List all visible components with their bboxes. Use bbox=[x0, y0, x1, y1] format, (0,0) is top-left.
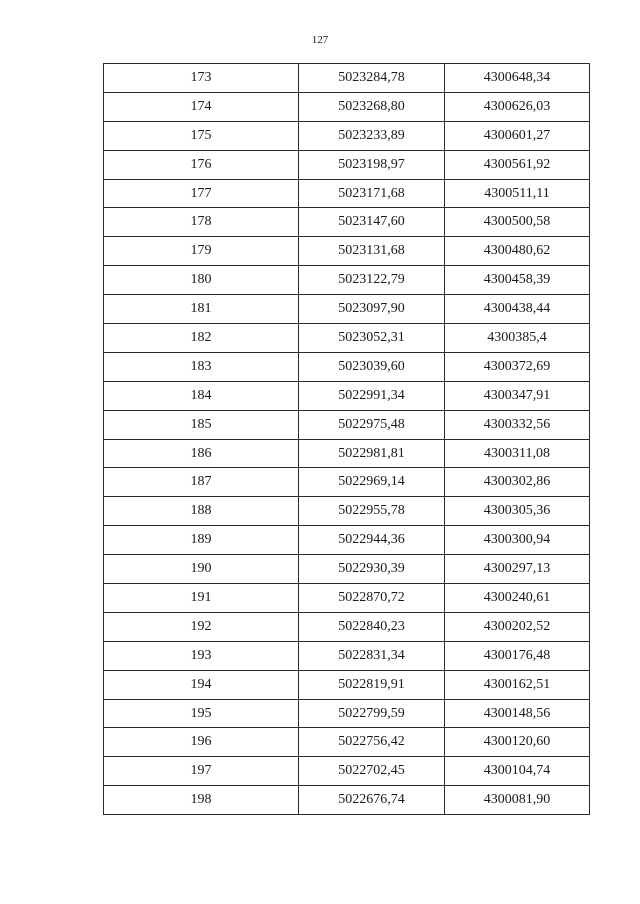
y-coordinate-cell: 4300438,44 bbox=[445, 295, 590, 324]
table-row bbox=[104, 150, 590, 179]
x-coordinate-cell: 5023097,90 bbox=[299, 295, 445, 324]
table-row bbox=[104, 468, 590, 497]
table-row bbox=[104, 497, 590, 526]
y-coordinate-cell: 4300458,39 bbox=[445, 266, 590, 295]
y-coordinate-cell: 4300561,92 bbox=[445, 150, 590, 179]
y-coordinate-cell: 4300081,90 bbox=[445, 786, 590, 815]
point-number-cell: 196 bbox=[104, 728, 299, 757]
point-number-cell: 195 bbox=[104, 699, 299, 728]
y-coordinate-cell: 4300626,03 bbox=[445, 92, 590, 121]
x-coordinate-cell: 5022870,72 bbox=[299, 584, 445, 613]
y-coordinate-cell: 4300176,48 bbox=[445, 641, 590, 670]
x-coordinate-cell: 5023198,97 bbox=[299, 150, 445, 179]
y-coordinate-cell: 4300480,62 bbox=[445, 237, 590, 266]
table-row bbox=[104, 121, 590, 150]
point-number-cell: 186 bbox=[104, 439, 299, 468]
table-row bbox=[104, 526, 590, 555]
x-coordinate-cell: 5022969,14 bbox=[299, 468, 445, 497]
x-coordinate-cell: 5023147,60 bbox=[299, 208, 445, 237]
point-number-cell: 178 bbox=[104, 208, 299, 237]
y-coordinate-cell: 4300385,4 bbox=[445, 324, 590, 353]
point-number-cell: 189 bbox=[104, 526, 299, 555]
y-coordinate-cell: 4300202,52 bbox=[445, 612, 590, 641]
x-coordinate-cell: 5023284,78 bbox=[299, 64, 445, 93]
point-number-cell: 188 bbox=[104, 497, 299, 526]
x-coordinate-cell: 5023052,31 bbox=[299, 324, 445, 353]
y-coordinate-cell: 4300311,08 bbox=[445, 439, 590, 468]
coordinates-table bbox=[103, 63, 590, 815]
point-number-cell: 193 bbox=[104, 641, 299, 670]
point-number-cell: 175 bbox=[104, 121, 299, 150]
y-coordinate-cell: 4300148,56 bbox=[445, 699, 590, 728]
table-row bbox=[104, 699, 590, 728]
x-coordinate-cell: 5022799,59 bbox=[299, 699, 445, 728]
point-number-cell: 185 bbox=[104, 410, 299, 439]
table-row bbox=[104, 439, 590, 468]
x-coordinate-cell: 5022930,39 bbox=[299, 555, 445, 584]
x-coordinate-cell: 5022831,34 bbox=[299, 641, 445, 670]
y-coordinate-cell: 4300240,61 bbox=[445, 584, 590, 613]
y-coordinate-cell: 4300648,34 bbox=[445, 64, 590, 93]
point-number-cell: 183 bbox=[104, 352, 299, 381]
table-row bbox=[104, 757, 590, 786]
table-row bbox=[104, 728, 590, 757]
x-coordinate-cell: 5022702,45 bbox=[299, 757, 445, 786]
x-coordinate-cell: 5022981,81 bbox=[299, 439, 445, 468]
table-row bbox=[104, 179, 590, 208]
x-coordinate-cell: 5023122,79 bbox=[299, 266, 445, 295]
y-coordinate-cell: 4300305,36 bbox=[445, 497, 590, 526]
y-coordinate-cell: 4300300,94 bbox=[445, 526, 590, 555]
point-number-cell: 187 bbox=[104, 468, 299, 497]
table-row bbox=[104, 584, 590, 613]
y-coordinate-cell: 4300332,56 bbox=[445, 410, 590, 439]
y-coordinate-cell: 4300511,11 bbox=[445, 179, 590, 208]
y-coordinate-cell: 4300302,86 bbox=[445, 468, 590, 497]
table-row bbox=[104, 381, 590, 410]
x-coordinate-cell: 5023171,68 bbox=[299, 179, 445, 208]
table-row bbox=[104, 352, 590, 381]
table-row bbox=[104, 208, 590, 237]
point-number-cell: 194 bbox=[104, 670, 299, 699]
table-row bbox=[104, 410, 590, 439]
x-coordinate-cell: 5022676,74 bbox=[299, 786, 445, 815]
y-coordinate-cell: 4300104,74 bbox=[445, 757, 590, 786]
x-coordinate-cell: 5023268,80 bbox=[299, 92, 445, 121]
point-number-cell: 177 bbox=[104, 179, 299, 208]
x-coordinate-cell: 5022819,91 bbox=[299, 670, 445, 699]
point-number-cell: 180 bbox=[104, 266, 299, 295]
x-coordinate-cell: 5022944,36 bbox=[299, 526, 445, 555]
y-coordinate-cell: 4300500,58 bbox=[445, 208, 590, 237]
x-coordinate-cell: 5023131,68 bbox=[299, 237, 445, 266]
table-row bbox=[104, 266, 590, 295]
table-row bbox=[104, 555, 590, 584]
x-coordinate-cell: 5022840,23 bbox=[299, 612, 445, 641]
point-number-cell: 197 bbox=[104, 757, 299, 786]
table-row bbox=[104, 612, 590, 641]
table-row bbox=[104, 324, 590, 353]
point-number-cell: 192 bbox=[104, 612, 299, 641]
x-coordinate-cell: 5022975,48 bbox=[299, 410, 445, 439]
table-row bbox=[104, 786, 590, 815]
point-number-cell: 191 bbox=[104, 584, 299, 613]
y-coordinate-cell: 4300120,60 bbox=[445, 728, 590, 757]
point-number-cell: 182 bbox=[104, 324, 299, 353]
table-row bbox=[104, 670, 590, 699]
point-number-cell: 181 bbox=[104, 295, 299, 324]
x-coordinate-cell: 5023233,89 bbox=[299, 121, 445, 150]
y-coordinate-cell: 4300347,91 bbox=[445, 381, 590, 410]
table-row bbox=[104, 295, 590, 324]
x-coordinate-cell: 5022756,42 bbox=[299, 728, 445, 757]
point-number-cell: 179 bbox=[104, 237, 299, 266]
x-coordinate-cell: 5023039,60 bbox=[299, 352, 445, 381]
point-number-cell: 198 bbox=[104, 786, 299, 815]
x-coordinate-cell: 5022991,34 bbox=[299, 381, 445, 410]
point-number-cell: 184 bbox=[104, 381, 299, 410]
table-row bbox=[104, 64, 590, 93]
point-number-cell: 190 bbox=[104, 555, 299, 584]
table-row bbox=[104, 641, 590, 670]
point-number-cell: 173 bbox=[104, 64, 299, 93]
x-coordinate-cell: 5022955,78 bbox=[299, 497, 445, 526]
table-row bbox=[104, 92, 590, 121]
table-body bbox=[104, 64, 590, 815]
table-row bbox=[104, 237, 590, 266]
y-coordinate-cell: 4300297,13 bbox=[445, 555, 590, 584]
y-coordinate-cell: 4300162,51 bbox=[445, 670, 590, 699]
y-coordinate-cell: 4300601,27 bbox=[445, 121, 590, 150]
page-number: 127 bbox=[311, 34, 329, 46]
y-coordinate-cell: 4300372,69 bbox=[445, 352, 590, 381]
point-number-cell: 176 bbox=[104, 150, 299, 179]
point-number-cell: 174 bbox=[104, 92, 299, 121]
